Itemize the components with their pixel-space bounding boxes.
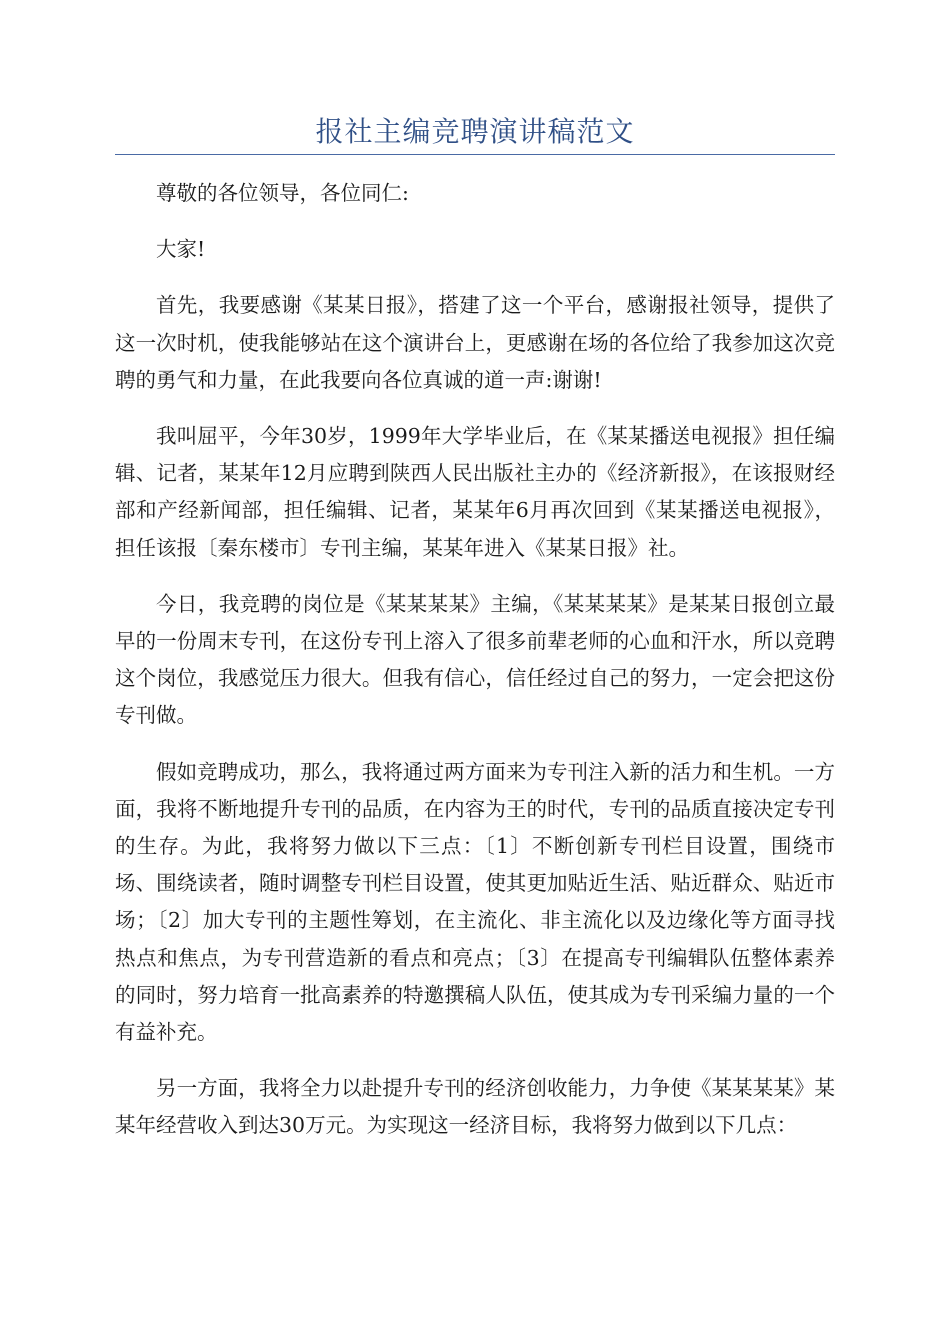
greeting: 大家! (156, 237, 206, 262)
document-title: 报社主编竞聘演讲稿范文 (315, 115, 635, 148)
title-underline (115, 154, 835, 155)
paragraph-plan-quality: 假如竞聘成功，那么，我将通过两方面来为专刊注入新的活力和生机。一方面，我将不断地提升专刊的品质，在内容为王的时代，专刊的品质直接决定专刊的生存。为此，我将努力做以下三点：〔1〕不断创新专刊栏目设置，围绕市场、围绕读者，随时调整专刊栏目设置，使其更加贴近生活、贴近群众、贴近市场；〔2〕加大专刊的主题性筹划，在主流化、非主流化以及边缘化等方面寻找热点和焦点，为专刊营造新的看点和亮点；〔3〕在提高专刊编辑队伍整体素养的同时，努力培育一批高素养的特邀撰稿人队伍，使其成为专刊采编力量的一个有益补充。 (115, 759, 835, 1045)
paragraph-position: 今日，我竞聘的岗位是《某某某某》主编，《某某某某》是某某日报创立最早的一份周末专刊，在这份专刊上溶入了很多前辈老师的心血和汗水，所以竞聘这个岗位，我感觉压力很大。但我有信心，信任经过自己的努力，一定会把这份专刊做。 (115, 591, 835, 728)
salutation: 尊敬的各位领导，各位同仁: (156, 181, 409, 205)
paragraph-plan-revenue: 另一方面，我将全力以赴提升专刊的经济创收能力，力争使《某某某某》某某年经营收入到达30万元。为实现这一经济目标，我将努力做到以下几点： (115, 1076, 835, 1138)
paragraph-thanks: 首先，我要感谢《某某日报》，搭建了这一个平台，感谢报社领导，提供了这一次时机，使我能够站在这个演讲台上，更感谢在场的各位给了我参加这次竞聘的勇气和力量，在此我要向各位真诚的道一声:谢谢! (115, 293, 835, 392)
document-body (115, 175, 835, 1164)
paragraph-self-intro: 我叫屈平，今年30岁，1999年大学毕业后，在《某某播送电视报》担任编辑、记者，某某年12月应聘到陕西人民出版社主办的《经济新报》，在该报财经部和产经新闻部，担任编辑、记者，某某年6月再次回到《某某播送电视报》，担任该报〔秦东楼市〕专刊主编，某某年进入《某某日报》社。 (115, 424, 835, 560)
